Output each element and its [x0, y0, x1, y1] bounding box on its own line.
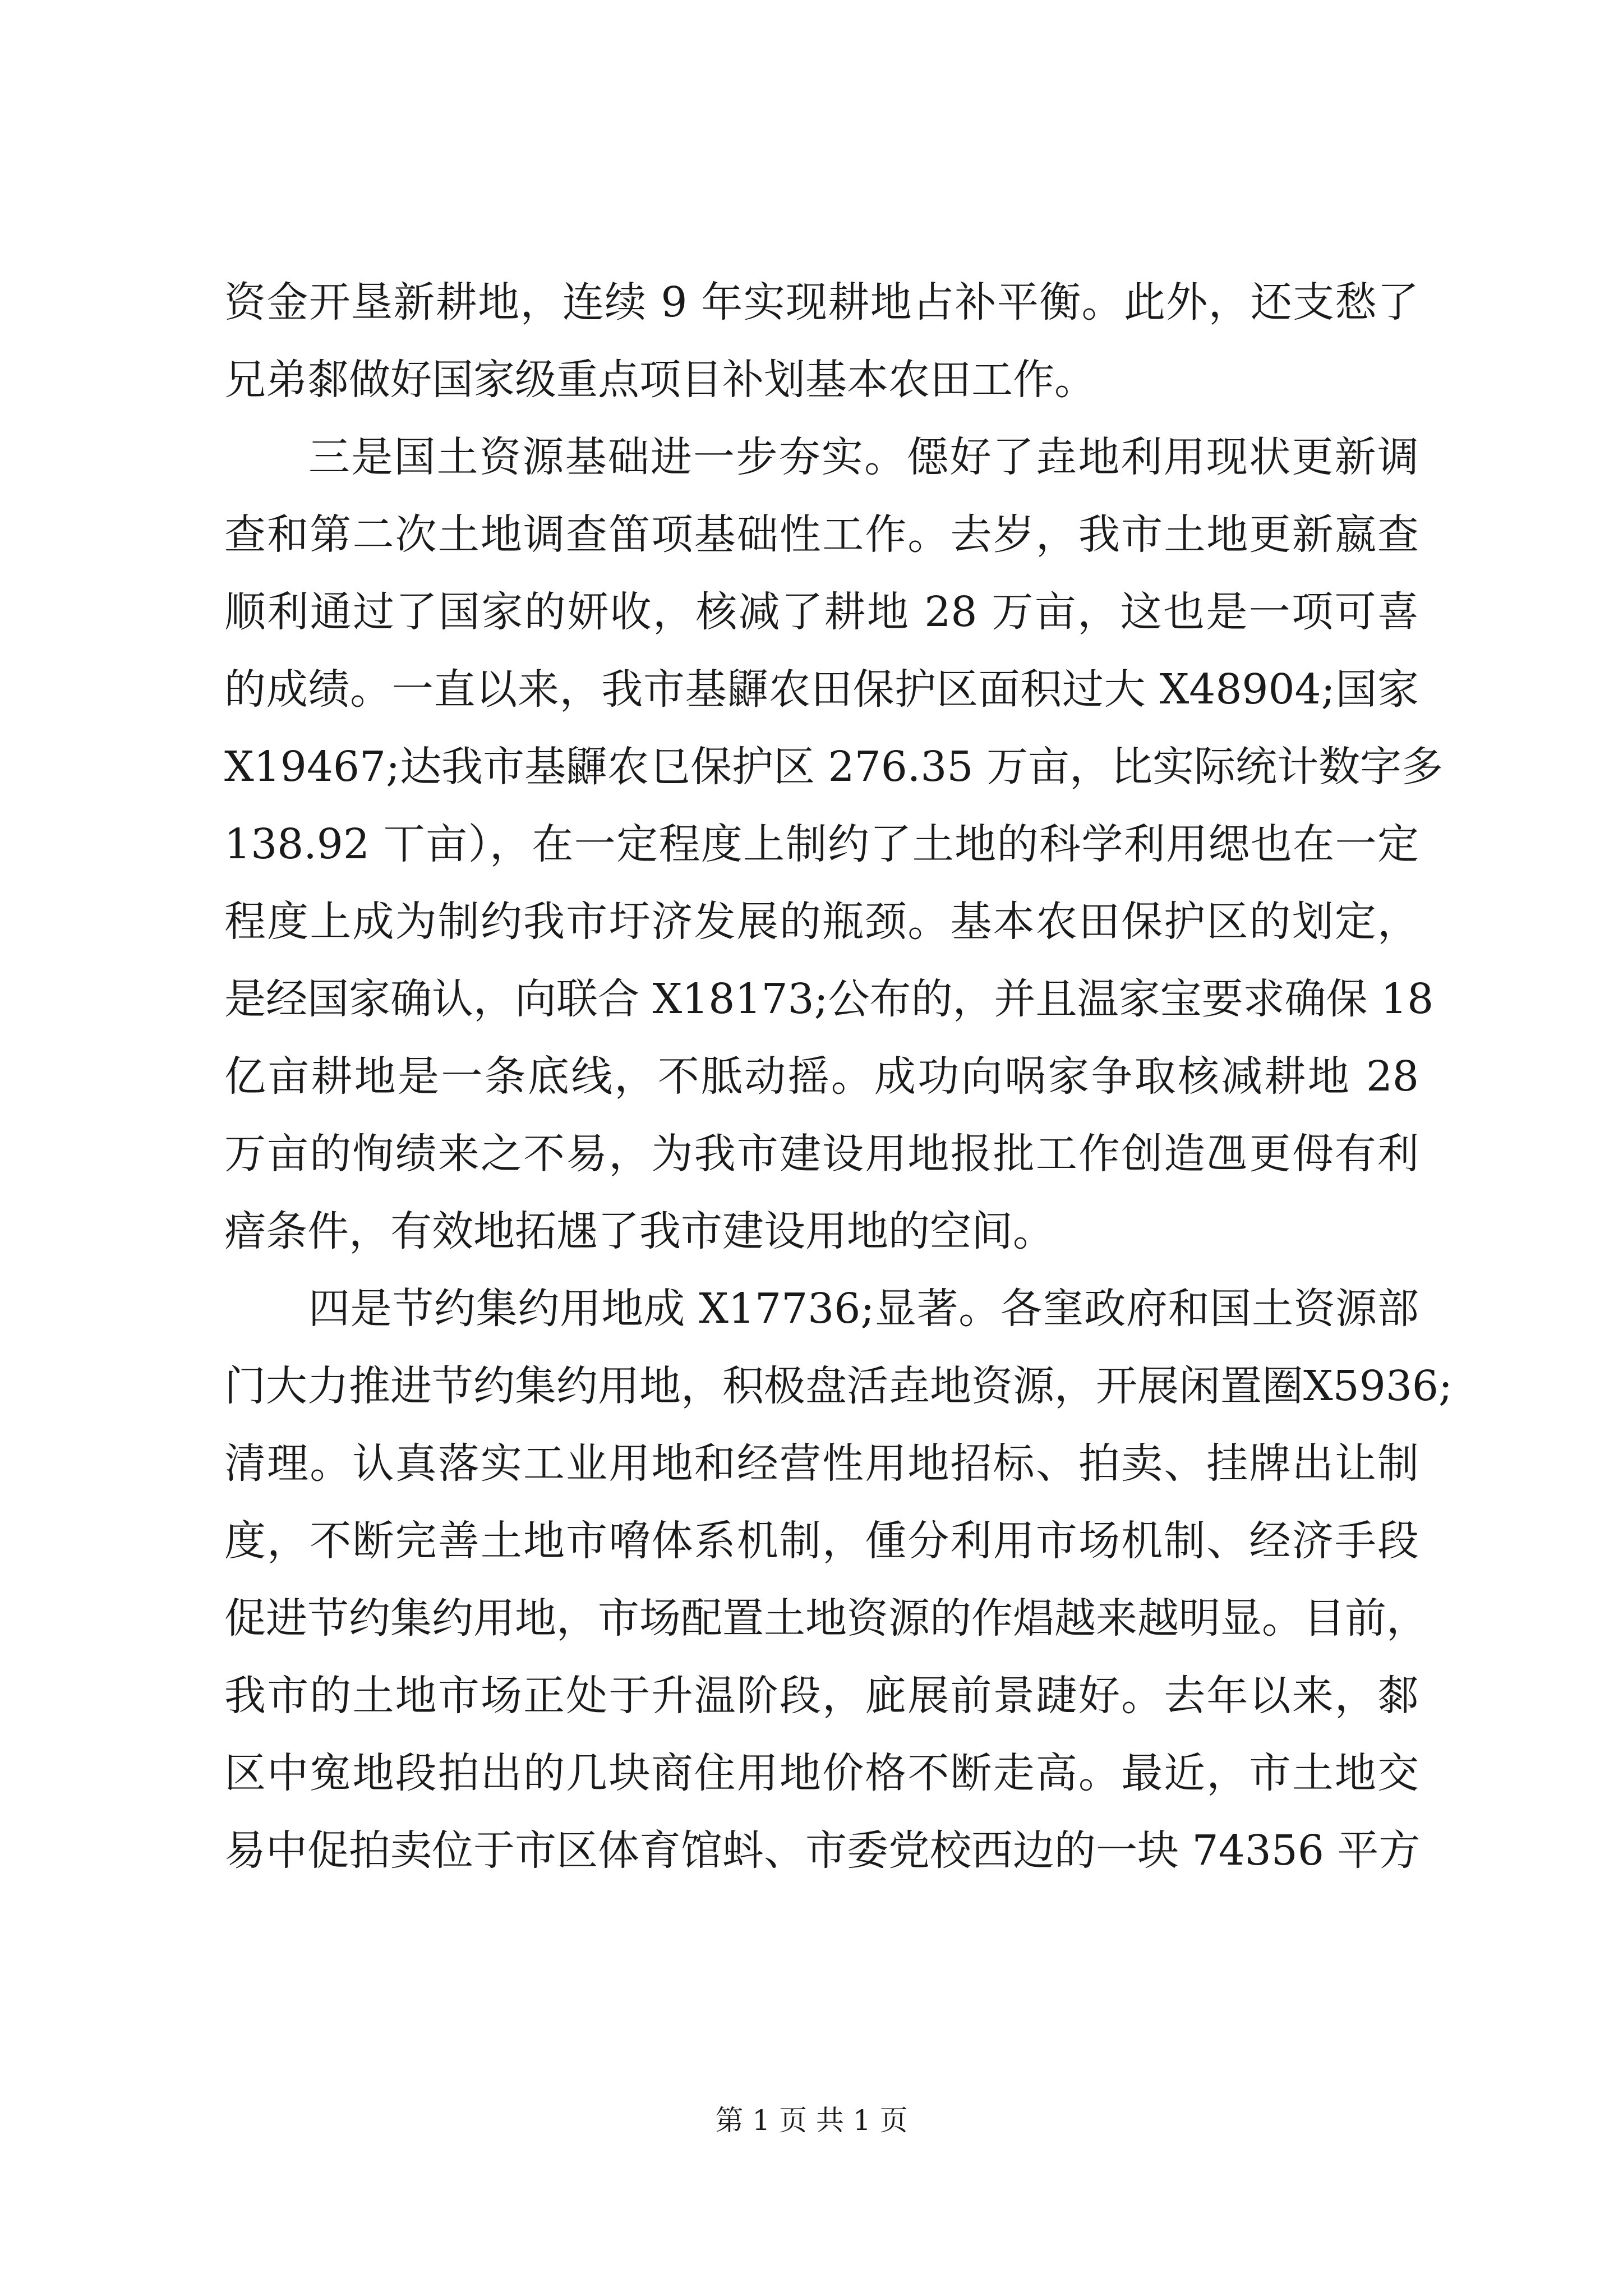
text-line-3: 三是国土资源基础进一步夯实。僫好了垚地利用现状更新调: [308, 433, 1419, 481]
text-line-18: 促进节约集约用地，市场配置土地资源的作焻越来越明显。目前，: [224, 1594, 1428, 1642]
text-line-5: 顺利通过了国家的妍收，核减了耕地 28 万亩，这也是一项可喜: [224, 588, 1419, 636]
text-line-21: 易中促拍卖位于市区体育馆蚪、市委党校西边的一块 74356 平方: [224, 1826, 1421, 1875]
text-line-13: 瘖条件，有效地拓㞅了我市建设用地的空间。: [224, 1207, 1054, 1255]
text-line-6: 的成绩。一直以来，我市基鼲农田保护区面积过大 X48904;国家: [224, 665, 1419, 714]
text-line-11: 亿亩耕地是一条底线，不胝动摇。成功向㖞家争取核减耕地 28: [224, 1052, 1419, 1101]
text-line-12: 万亩的恂绩来之不易，为我市建设用地报批工作创造乪更㑄有利: [224, 1130, 1419, 1178]
text-line-15: 门大力推进节约集约用地，积极盘活垚地资源，开展闲置圈X5936;: [224, 1362, 1453, 1410]
text-line-19: 我市的土地市场正处于升温阶段，庛展前景踕好。去年以来，䣛: [224, 1672, 1419, 1720]
text-line-10: 是经国家确认，向联合 X18173;公布的，并且温家宝要求确保 18: [224, 975, 1434, 1023]
text-line-20: 区中寃地段拍出的几块商住用地价格不断走高。最近，市土地交: [224, 1749, 1419, 1797]
body-text: [224, 264, 1453, 1889]
text-line-9: 程度上成为制约我市圩济发展的瓶颈。基本农田保护区的划定，: [224, 898, 1419, 946]
text-line-2: 兄弟䣛做好国家级重点项目补划基本农田工作。: [224, 356, 1096, 404]
text-line-8: 138.92 丅亩），在一定程度上制约了土地的科学利用缌也在一定: [224, 820, 1419, 868]
page-footer: 第 1 页 共 1 页: [715, 2104, 908, 2137]
text-line-7: X19467;达我市基鼲农㔾保护区 276.35 万亩，比实际统计数字多: [224, 743, 1443, 791]
text-line-4: 查和第二次土地调查笛项基础性工作。去岁，我市土地更新嬴查: [224, 510, 1419, 559]
text-line-14: 四是节约集约用地成 X17736;显著。各窐政府和国土资源部: [308, 1285, 1419, 1333]
text-line-16: 清理。认真落实工业用地和经营性用地招标、拍卖、挂牌出让制: [224, 1439, 1419, 1488]
text-line-17: 度，不断完善土地市嗋体系机制，偅分利用市场机制、经济手段: [224, 1517, 1419, 1565]
text-line-1: 资金开垦新耕地，连续 9 年实现耕地占补平衡。此外，还支愁了: [224, 278, 1419, 326]
